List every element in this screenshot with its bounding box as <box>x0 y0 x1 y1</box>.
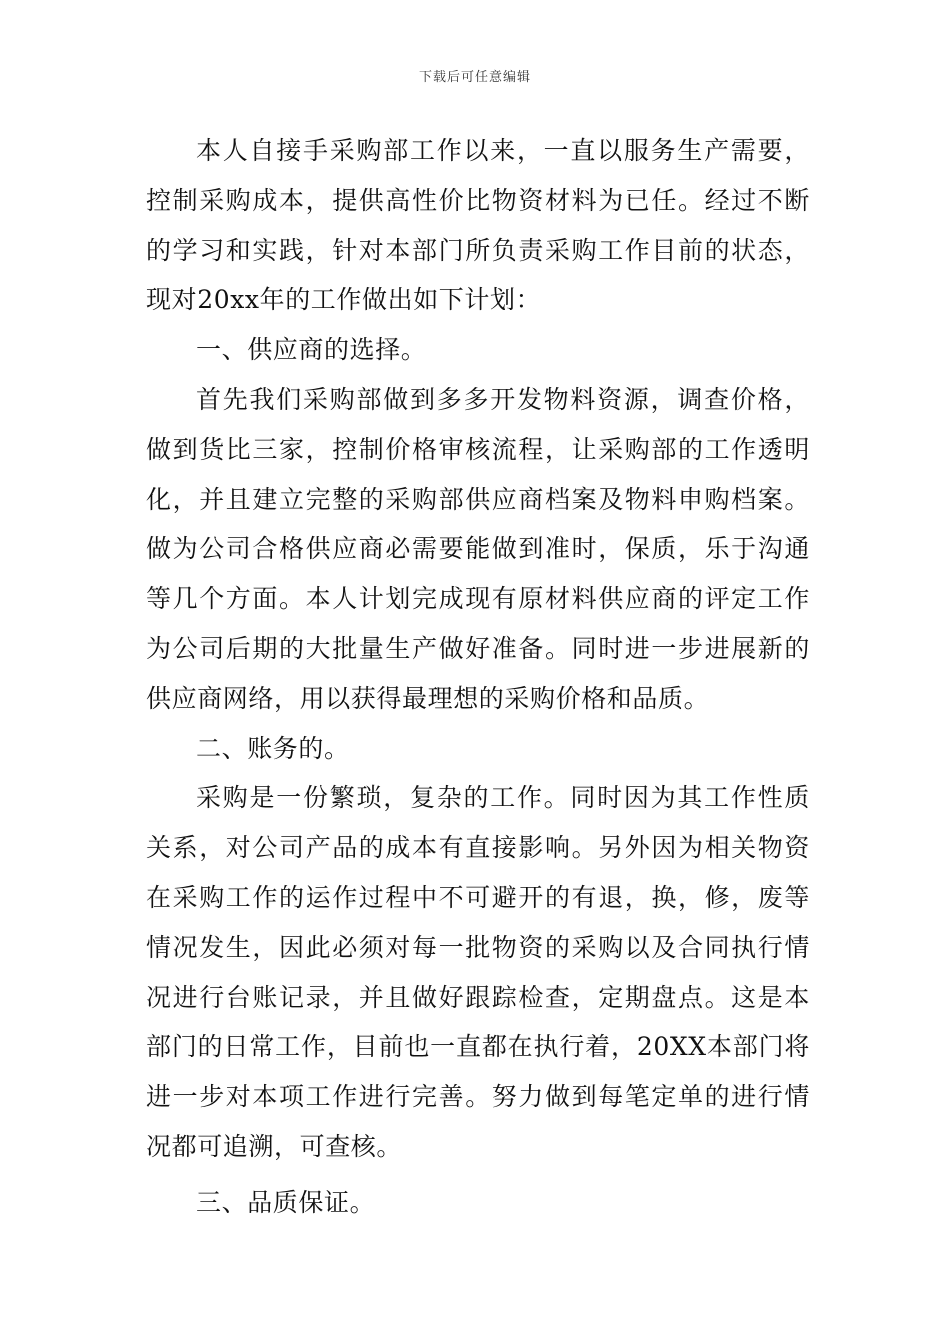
section-heading-suppliers: 一、供应商的选择。 <box>196 335 427 365</box>
section-heading-accounts: 二、账务的。 <box>196 733 350 763</box>
section-body-suppliers: 首先我们采购部做到多多开发物料资源，调查价格，做到货比三家，控制价格审核流程，让采购部的工作透明化，并且建立完整的采购部供应商档案及物料申购档案。做为公司合格供应商必需要能做到准时，保质，乐于沟通等几个方面。本人计划完成现有原材料供应商的评定工作为公司后期的大批量生产做好准备。同时进一步进展新的供应商网络，用以获得最理想的采购价格和品质。 <box>146 384 810 713</box>
document-body <box>146 126 810 1228</box>
intro-paragraph: 本人自接手采购部工作以来，一直以服务生产需要，控制采购成本，提供高性价比物资材料为已任。经过不断的学习和实践，针对本部门所负责采购工作目前的状态，现对20xx年的工作做出如下计划： <box>146 136 810 315</box>
header-note: 下载后可任意编辑 <box>418 70 531 85</box>
section-heading-quality: 三、品质保证。 <box>196 1187 376 1217</box>
section-body-accounts: 采购是一份繁琐，复杂的工作。同时因为其工作性质关系，对公司产品的成本有直接影响。另外因为相关物资在采购工作的运作过程中不可避开的有退，换，修，废等情况发生，因此必须对每一批物资的采购以及合同执行情况进行台账记录，并且做好跟踪检查，定期盘点。这是本部门的日常工作，目前也一直都在执行着，20XX本部门将进一步对本项工作进行完善。努力做到每笔定单的进行情况都可追溯，可查核。 <box>146 783 810 1161</box>
